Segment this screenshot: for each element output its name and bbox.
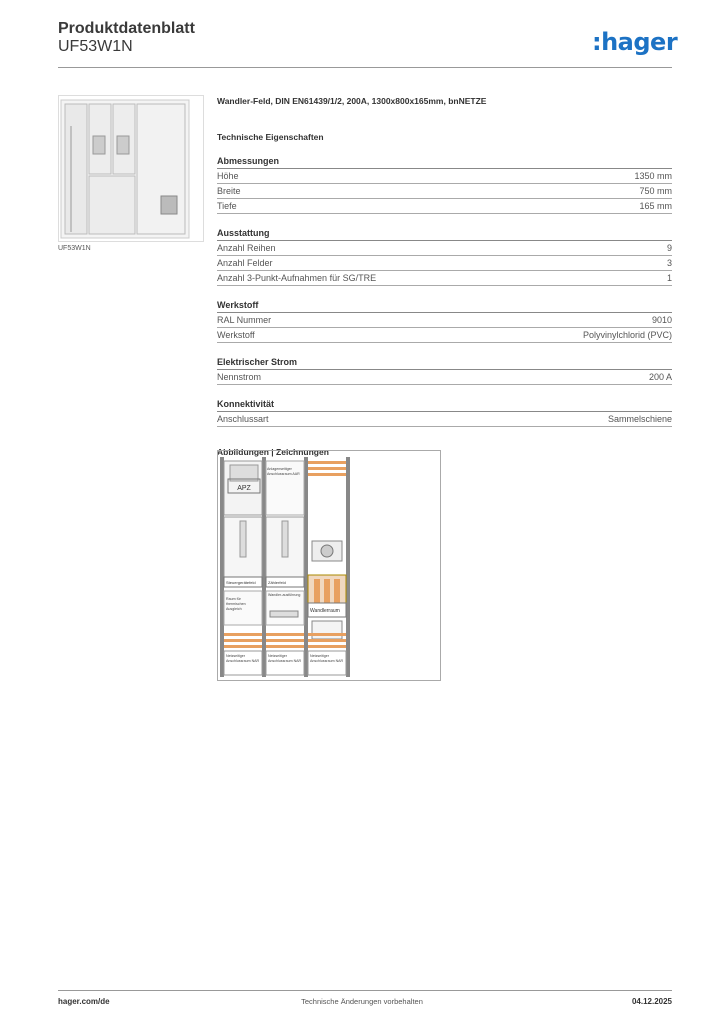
section-title: Abmessungen (217, 156, 672, 169)
property-label: RAL Nummer (217, 315, 272, 325)
section-werkstoff (217, 300, 672, 343)
property-label: Werkstoff (217, 330, 255, 340)
property-label: Anzahl Reihen (217, 243, 276, 253)
property-row (217, 241, 672, 256)
property-label: Nennstrom (217, 372, 262, 382)
page-title: Produktdatenblatt (58, 20, 195, 37)
property-label: Anschlussart (217, 414, 269, 424)
busbar-bottom (224, 633, 346, 648)
label-netzseitig-1: Netzseitiger Anschlussraum NAR (226, 654, 260, 663)
property-value: 1 (666, 273, 672, 283)
product-image-caption: UF53W1N (58, 245, 91, 252)
footer-date: 04.12.2025 (631, 997, 672, 1006)
property-row (217, 169, 672, 184)
property-label: Höhe (217, 171, 239, 181)
label-netzseitig-3: Netzseitiger Anschlussraum NAR (310, 654, 344, 663)
section-abmessungen (217, 156, 672, 214)
property-row (217, 184, 672, 199)
section-title: Ausstattung (217, 228, 672, 241)
property-label: Anzahl Felder (217, 258, 273, 268)
property-value: 9010 (651, 315, 672, 325)
property-value: 200 A (648, 372, 672, 382)
label-anlagen: Anlagenseitiger Anschlussraum AAR (267, 467, 300, 476)
content-column (217, 96, 672, 457)
property-row (217, 313, 672, 328)
property-value: 750 mm (639, 186, 672, 196)
property-value: Polyvinylchlorid (PVC) (582, 330, 672, 340)
footer-disclaimer: Technische Änderungen vorbehalten (301, 997, 423, 1006)
property-row (217, 370, 672, 385)
technical-drawing (217, 450, 441, 681)
busbar-top (308, 461, 346, 476)
label-apz: APZ (237, 485, 251, 492)
label-steuergeraetefeld: Steuergerätefeld (226, 580, 256, 585)
footer-website: hager.com/de (58, 997, 110, 1006)
property-row (217, 271, 672, 286)
property-value: 1350 mm (634, 171, 672, 181)
header-divider (58, 67, 672, 68)
property-value: 3 (666, 258, 672, 268)
drawings-heading: Abbildungen | Zeichnungen (217, 447, 329, 457)
property-row (217, 412, 672, 427)
section-title: Elektrischer Strom (217, 357, 672, 370)
property-row (217, 256, 672, 271)
property-label: Tiefe (217, 201, 237, 211)
product-description: Wandler-Feld, DIN EN61439/1/2, 200A, 1300x800x165mm, bnNETZE (217, 96, 487, 106)
section-elektrischer-strom (217, 357, 672, 385)
section-konnektivitaet (217, 399, 672, 427)
hager-logo: :hager (592, 28, 678, 56)
property-row (217, 199, 672, 214)
property-label: Anzahl 3-Punkt-Aufnahmen für SG/TRE (217, 273, 377, 283)
property-value: 9 (666, 243, 672, 253)
product-image (58, 95, 204, 242)
footer-divider (58, 990, 672, 991)
label-zaehlerfeld: Zählerfeld (268, 580, 286, 585)
section-title: Konnektivität (217, 399, 672, 412)
property-value: 165 mm (639, 201, 672, 211)
label-wandlerausfuehrung: Wandler-ausführung (268, 593, 301, 597)
label-wandlerraum: Wandlerraum (310, 608, 340, 614)
section-ausstattung (217, 228, 672, 286)
property-value: Sammelschiene (607, 414, 672, 424)
properties-heading: Technische Eigenschaften (217, 132, 324, 142)
label-netzseitig-2: Netzseitiger Anschlussraum NAR (268, 654, 302, 663)
article-number: UF53W1N (58, 38, 133, 55)
property-row (217, 328, 672, 343)
section-title: Werkstoff (217, 300, 672, 313)
property-label: Breite (217, 186, 241, 196)
label-raum: Raum für thermischen Ausgleich (226, 597, 246, 611)
